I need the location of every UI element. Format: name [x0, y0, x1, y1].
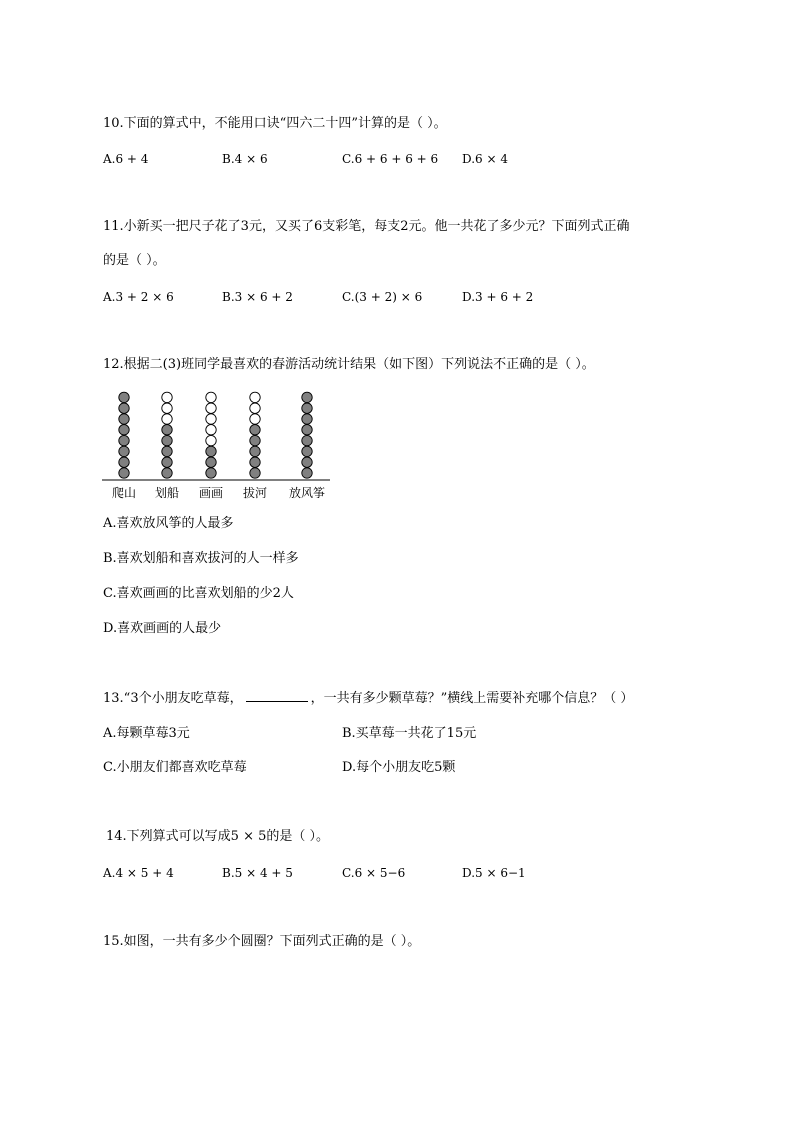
q11-option-b[interactable]: B.3 × 6 + 2: [222, 290, 293, 304]
q10-option-d[interactable]: D.6 × 4: [462, 152, 508, 166]
q13-option-d[interactable]: D.每个小朋友吃5颗: [342, 760, 456, 775]
category-label-4: 拔河: [242, 486, 268, 500]
q14-option-b[interactable]: B.5 × 4 + 5: [222, 866, 293, 880]
q11-option-d[interactable]: D.3 + 6 + 2: [462, 290, 534, 304]
question-13-stem: [103, 689, 633, 708]
bead-4-3: [250, 446, 260, 456]
bead-2-2: [162, 457, 172, 467]
bead-5-3: [302, 446, 312, 456]
q10-option-b[interactable]: B.4 × 6: [222, 152, 268, 166]
q11-option-a[interactable]: A.3 + 2 × 6: [103, 290, 174, 304]
bead-columns: [119, 392, 312, 478]
bead-1-5: [119, 425, 129, 435]
category-labels: [112, 485, 325, 500]
bead-3-3: [206, 446, 216, 456]
q12-option-b[interactable]: B.喜欢划船和喜欢拔河的人一样多: [103, 551, 299, 566]
fill-in-blank: [246, 689, 308, 702]
question-12-stem: 12.根据二(3)班同学最喜欢的春游活动统计结果（如下图）下列说法不正确的是（ ）。: [103, 357, 595, 372]
question-15-stem: 15.如图，一共有多少个圆圈？下面列式正确的是（ ）。: [103, 934, 421, 949]
category-label-1: 爬山: [111, 486, 137, 500]
q12-option-a[interactable]: A.喜欢放风筝的人最多: [103, 516, 234, 531]
bead-2-1: [162, 468, 172, 478]
q11-option-c[interactable]: C.(3 + 2) × 6: [342, 290, 423, 304]
question-11-stem-line1: 11.小新买一把尺子花了3元，又买了6支彩笔，每支2元。他一共花了多少元？下面列式正确: [103, 219, 630, 234]
bead-4-6: [250, 414, 260, 424]
category-label-5: 放风筝: [288, 486, 326, 500]
bead-5-8: [302, 392, 312, 402]
bead-4-4: [250, 435, 260, 445]
bead-4-1: [250, 468, 260, 478]
question-10-stem: 10.下面的算式中，不能用口诀“四六二十四”计算的是（ ）。: [103, 116, 447, 131]
q14-option-a[interactable]: A.4 × 5 + 4: [103, 866, 174, 880]
q13-stem-before: 13.“3个小朋友吃草莓，: [103, 691, 243, 706]
bead-3-5: [206, 425, 216, 435]
q13-option-b[interactable]: B.买草莓一共花了15元: [342, 726, 477, 741]
bead-3-2: [206, 457, 216, 467]
bead-3-4: [206, 435, 216, 445]
bead-3-6: [206, 414, 216, 424]
q13-stem-after: ，一共有多少颗草莓？”横线上需要补充哪个信息？（ ）: [310, 691, 634, 706]
bead-1-6: [119, 414, 129, 424]
bead-5-4: [302, 435, 312, 445]
bead-3-8: [206, 392, 216, 402]
bead-2-8: [162, 392, 172, 402]
bead-2-4: [162, 435, 172, 445]
bead-2-3: [162, 446, 172, 456]
bead-5-6: [302, 414, 312, 424]
bead-1-4: [119, 435, 129, 445]
bead-2-7: [162, 403, 172, 413]
bead-1-2: [119, 457, 129, 467]
bead-1-7: [119, 403, 129, 413]
question-14-stem: 14.下列算式可以写成5 × 5的是（ ）。: [106, 829, 330, 844]
bead-2-6: [162, 414, 172, 424]
bead-4-7: [250, 403, 260, 413]
bead-3-1: [206, 468, 216, 478]
q14-option-c[interactable]: C.6 × 5−6: [342, 866, 406, 880]
q13-option-c[interactable]: C.小朋友们都喜欢吃草莓: [103, 760, 247, 775]
bead-1-1: [119, 468, 129, 478]
category-label-2: 划船: [154, 486, 180, 500]
question-11-stem-line2: 的是（ ）。: [103, 253, 166, 268]
category-label-3: 画画: [198, 486, 224, 500]
q14-option-d[interactable]: D.5 × 6−1: [462, 866, 526, 880]
bead-5-5: [302, 425, 312, 435]
bead-2-5: [162, 425, 172, 435]
bead-1-8: [119, 392, 129, 402]
activity-bead-chart: [100, 386, 340, 506]
bead-4-2: [250, 457, 260, 467]
q10-option-a[interactable]: A.6 + 4: [103, 152, 149, 166]
bead-4-5: [250, 425, 260, 435]
bead-5-7: [302, 403, 312, 413]
bead-4-8: [250, 392, 260, 402]
bead-1-3: [119, 446, 129, 456]
bead-5-1: [302, 468, 312, 478]
q12-option-c[interactable]: C.喜欢画画的比喜欢划船的少2人: [103, 586, 294, 601]
bead-3-7: [206, 403, 216, 413]
q10-option-c[interactable]: C.6 + 6 + 6 + 6: [342, 152, 439, 166]
bead-5-2: [302, 457, 312, 467]
q12-option-d[interactable]: D.喜欢画画的人最少: [103, 621, 222, 636]
q13-option-a[interactable]: A.每颗草莓3元: [103, 726, 190, 741]
